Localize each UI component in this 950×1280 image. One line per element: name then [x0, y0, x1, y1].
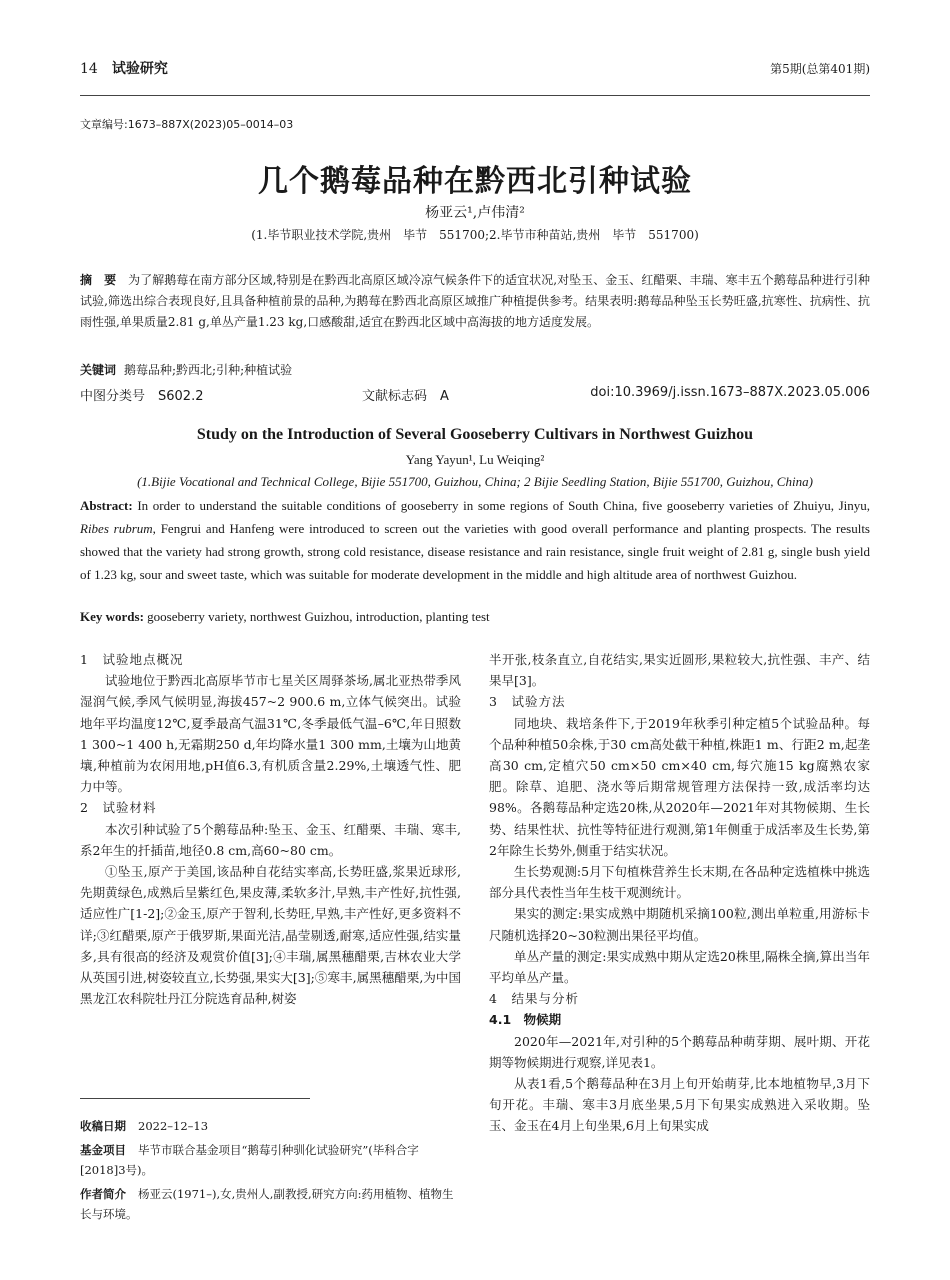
keywords-en-text: gooseberry variety, northwest Guizhou, introduction, planting test — [147, 609, 490, 624]
keywords-cn — [80, 361, 292, 378]
section-3-paragraph-3: 果实的测定:果实成熟中期随机采摘100粒,测出单粒重,用游标卡尺随机选择20~30粒测出果径平均值。 — [489, 906, 870, 943]
journal-section: 试验研究 — [111, 61, 168, 77]
keywords-cn-text: 鹅莓品种;黔西北;引种;种植试验 — [124, 363, 293, 377]
keywords-en — [80, 609, 490, 625]
authors-cn: 杨亚云¹,卢伟清² — [425, 205, 525, 221]
right-column — [489, 649, 870, 1137]
section-2-heading: 2 试验材料 — [80, 800, 157, 816]
section-4-1-heading: 4.1 物候期 — [489, 1012, 562, 1028]
footnote-divider — [80, 1098, 310, 1099]
section-1-paragraph: 试验地位于黔西北高原毕节市七星关区周驿茶场,属北亚热带季风湿润气候,季风气候明显,海拔457~2 900.6 m,立体气候突出。试验地年平均温度12℃,夏季最高气温31℃,冬季最低气温–6℃,年日照数1 300~1 400 h,无霜期250 d,年均降水量1 300 mm,土壤为山地黄壤,种植前为农闲用地,pH值6.3,有机质含量2.29%,土壤透气性、肥力中等。 — [80, 673, 461, 795]
abstract-en-part1: In order to understand the suitable conditions of gooseberry in some regions of South China, five gooseberry varieties of Zhuiyu, Jinyu, — [137, 498, 871, 513]
issue-info: 第5期(总第401期) — [770, 62, 870, 76]
abstract-en-italic: Ribes rubrum — [80, 521, 153, 536]
abstract-cn-label: 摘 要 — [80, 273, 117, 287]
fund-value: 毕节市联合基金项目“鹅莓引种驯化试验研究”(毕科合字[2018]3号)。 — [80, 1143, 419, 1177]
doi: doi:10.3969/j.issn.1673–887X.2023.05.006 — [590, 385, 870, 400]
abstract-en-part2: , Fengrui and Hanfeng were introduced to screen out the varieties with good overall performance and planting prospects. The results showed that the variety had strong growth, strong cold resistance, disease resistance and rain resistance, single fruit weight of 2.81 g, single bush yield of 1.23 kg, sour and sweet taste, which was suitable for moderate development in the middle and high altitude area of northwest Guizhou. — [80, 521, 870, 582]
author-bio — [80, 1184, 461, 1224]
continued-paragraph: 半开张,枝条直立,自花结实,果实近圆形,果粒较大,抗性强、丰产、结果早[3]。 — [489, 652, 870, 689]
abstract-en — [80, 494, 870, 586]
section-3-paragraph-2: 生长势观测:5月下旬植株营养生长末期,在各品种定选植株中挑选部分具代表性当年生枝干观测统计。 — [489, 864, 870, 901]
keywords-en-label: Key words: — [80, 609, 144, 624]
section-4-1-paragraph-1: 2020年—2021年,对引种的5个鹅莓品种萌芽期、展叶期、开花期等物候期进行观察,详见表1。 — [489, 1033, 870, 1070]
section-3-heading: 3 试验方法 — [489, 694, 566, 710]
section-3-paragraph-4: 单丛产量的测定:果实成熟中期从定选20株里,隔株全摘,算出当年平均单丛产量。 — [489, 948, 870, 986]
affiliation-en: (1.Bijie Vocational and Technical College, Bijie 551700, Guizhou, China; 2 Bijie Seedling Station, Bijie 551700, Guizhou, China) — [137, 474, 813, 489]
fund-label: 基金项目 — [80, 1143, 126, 1157]
section-4-1-paragraph-2: 从表1看,5个鹅莓品种在3月上旬开始萌芽,比本地植物早,3月下旬开花。丰瑞、寒丰3月底坐果,5月下旬果实成熟进入采收期。坠玉、金玉在4月上旬坐果,6月上旬果实成 — [489, 1076, 870, 1134]
section-4-heading: 4 结果与分析 — [489, 991, 579, 1007]
author-value: 杨亚云(1971–),女,贵州人,副教授,研究方向:药用植物、植物生长与环境。 — [80, 1187, 454, 1221]
abstract-cn — [80, 270, 870, 333]
clc-number: 中图分类号 S602.2 — [80, 389, 204, 404]
abstract-cn-text: 为了解鹅莓在南方部分区域,特别是在黔西北高原区域冷凉气候条件下的适宜状况,对坠玉、金玉、红醋栗、丰瑞、寒丰五个鹅莓品种进行引种试验,筛选出综合表现良好,且具备种植前景的品种,为鹅莓在黔西北高原区域推广种植提供参考。结果表明:鹅莓品种坠玉长势旺盛,抗寒性、抗病性、抗雨性强,单果质量2.81 g,单丛产量1.23 kg,口感酸甜,适宜在黔西北区域中高海拔的地方适度发展。 — [80, 273, 870, 329]
received-value: 2022–12–13 — [138, 1119, 209, 1133]
section-2-paragraph-1: 本次引种试验了5个鹅莓品种:坠玉、金玉、红醋栗、丰瑞、寒丰,系2年生的扦插苗,地径0.8 cm,高60~80 cm。 — [80, 821, 461, 858]
left-column — [80, 649, 461, 1009]
section-1-heading: 1 试验地点概况 — [80, 652, 184, 667]
footnotes — [80, 1116, 461, 1228]
page-header-left — [80, 58, 168, 78]
authors-en: Yang Yayun¹, Lu Weiqing² — [405, 452, 545, 467]
keywords-cn-label: 关键词 — [80, 363, 117, 377]
section-2-paragraph-2: ①坠玉,原产于美国,该品种自花结实率高,长势旺盛,浆果近球形,先期黄绿色,成熟后呈紫红色,果皮薄,柔软多汁,早熟,丰产性好,抗性强,适应性广[1-2];②金玉,原产于智利,长势旺,早熟,丰产性好,更多资料不详;③红醋栗,原产于俄罗斯,果面光洁,晶莹剔透,耐寒,适应性强,结实量多,具有很高的经济及观赏价值[3];④丰瑞,属黑穗醋栗,吉林农业大学从英国引进,树姿较直立,长势强,果实大[3];⑤寒丰,属黑穗醋栗,为中国黑龙江农科院牡丹江分院选育品种,树姿 — [80, 864, 461, 1007]
fund-info — [80, 1140, 461, 1180]
title-en: Study on the Introduction of Several Gooseberry Cultivars in Northwest Guizhou — [196, 426, 754, 443]
abstract-en-label: Abstract: — [80, 498, 133, 513]
paper-title: 几个鹅莓品种在黔西北引种试验 — [258, 164, 692, 199]
page-number: 14 — [80, 61, 98, 77]
section-3-paragraph-1: 同地块、栽培条件下,于2019年秋季引种定植5个试验品种。每个品种种植50余株,于30 cm高处截干种植,株距1 m、行距2 m,起垄高30 cm,定植穴50 cm×50 cm×40 cm,每穴施15 kg腐熟农家肥。除草、追肥、浇水等后期常规管理方法保持一致,成活率均达98%。各鹅莓品种定选20株,从2020年—2021年对其物候期、生长势、结果性状、抗性等特征进行观测,第1年侧重于成活率及生长势,第2年除生长势外,侧重于结实状况。 — [489, 715, 870, 858]
header-divider — [80, 95, 870, 96]
author-label: 作者简介 — [80, 1187, 126, 1201]
affiliation-cn: (1.毕节职业技术学院,贵州 毕节 551700;2.毕节市种苗站,贵州 毕节 551700) — [251, 228, 699, 242]
received-date — [80, 1116, 461, 1136]
article-number: 文章编号:1673–887X(2023)05–0014–03 — [80, 118, 294, 131]
document-code: 文献标志码 A — [362, 389, 449, 404]
received-label: 收稿日期 — [80, 1119, 126, 1133]
